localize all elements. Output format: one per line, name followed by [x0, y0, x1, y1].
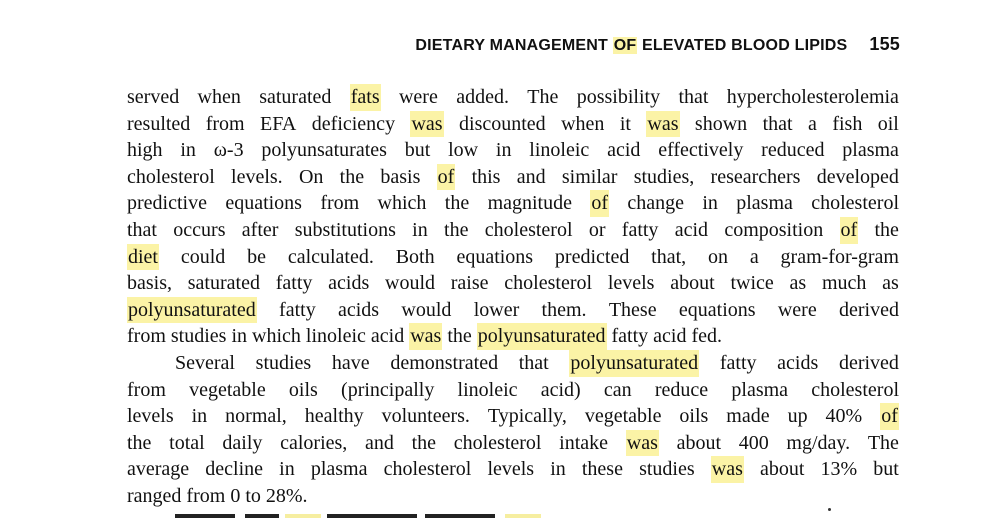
text-line [127, 403, 899, 430]
word: linoleic [457, 378, 518, 401]
text-line [127, 190, 899, 217]
cut-off-text-fragment [245, 514, 279, 518]
word: the [444, 218, 469, 241]
word: in [702, 192, 718, 215]
word: the [447, 325, 472, 348]
word: acids [328, 272, 370, 295]
word: as [882, 272, 899, 295]
word: plasma [736, 192, 793, 215]
word: resulted [127, 112, 191, 135]
word: change [627, 192, 684, 215]
word: that [127, 218, 157, 241]
highlighted-word: of [880, 403, 899, 430]
word: from [320, 192, 360, 215]
highlighted-word: was [409, 323, 442, 350]
word: studies [170, 325, 227, 348]
highlighted-word: diet [127, 244, 159, 271]
word: were [398, 86, 438, 108]
word: developed [816, 165, 899, 188]
word: linoleic [529, 139, 590, 162]
word: could [180, 245, 226, 268]
word: researchers [710, 165, 801, 188]
word: oil [877, 112, 899, 135]
word: served [127, 86, 180, 108]
word: calories, [280, 431, 348, 454]
word: vegetable [189, 378, 266, 401]
word: Typically, [487, 405, 567, 428]
word: 400 [738, 431, 769, 454]
word: acids [777, 351, 819, 374]
word: have [331, 351, 370, 374]
cut-off-text-fragment [175, 514, 235, 518]
word: levels. [231, 165, 283, 188]
word: On [298, 165, 324, 188]
highlighted-word: was [626, 430, 659, 457]
word: acid [370, 325, 405, 348]
highlighted-word: of [840, 217, 859, 244]
word: average [127, 458, 190, 481]
cut-off-text-fragment [327, 514, 417, 518]
text-line [127, 430, 899, 457]
text-line [127, 111, 899, 138]
word: in [495, 139, 512, 162]
word: discounted [459, 112, 546, 135]
word: in [412, 218, 428, 241]
word: or [588, 218, 606, 241]
word: on [707, 245, 728, 268]
word: possibility [576, 86, 661, 108]
word: the [411, 431, 437, 454]
text-line [127, 323, 899, 350]
word: gram-for-gram [780, 245, 899, 268]
word: fatty [719, 351, 757, 374]
word: basis [380, 165, 421, 188]
word: it [619, 112, 631, 135]
text-line [127, 137, 899, 164]
text-line [127, 270, 899, 297]
word: when [197, 86, 241, 108]
word: acid [674, 218, 709, 241]
word: from [127, 378, 166, 401]
word: predictive [127, 192, 207, 215]
word: calculated. [287, 245, 374, 268]
word: added. [456, 86, 509, 108]
word: decline [205, 458, 264, 481]
word: would [401, 298, 452, 321]
word: acid [607, 139, 641, 162]
word: the [444, 192, 470, 215]
word: deficiency [311, 112, 396, 135]
word: healthy [304, 405, 364, 428]
word: cholesterol [453, 431, 542, 454]
word: magnitude [487, 192, 572, 215]
running-head-title-end: ELEVATED BLOOD LIPIDS [637, 37, 848, 54]
word: fatty [279, 298, 316, 321]
word: vegetable [584, 405, 662, 428]
word: EFA [260, 112, 297, 135]
word: that, [651, 245, 687, 268]
word: plasma [310, 458, 368, 481]
word: from [186, 484, 226, 507]
word: fatty [621, 218, 659, 241]
word: ranged [127, 484, 182, 507]
word: these [581, 458, 623, 481]
word: similar [561, 165, 618, 188]
word: mg/day. [786, 431, 851, 454]
word: equations [225, 192, 302, 215]
word: The [527, 86, 559, 108]
word: can [603, 378, 632, 401]
scan-speck [828, 508, 831, 511]
word: cholesterol [504, 272, 593, 295]
word: a [808, 112, 817, 135]
word: 40% [825, 405, 863, 428]
word: and [364, 431, 394, 454]
word: These [608, 298, 657, 321]
page-number: 155 [869, 34, 900, 54]
word: studies, [633, 165, 695, 188]
word: saturated [259, 86, 332, 108]
word: as [789, 272, 807, 295]
word: linoleic [305, 325, 366, 348]
word: which [252, 325, 301, 348]
word: but [873, 458, 899, 481]
word: saturated [187, 272, 260, 295]
word: acids [338, 298, 380, 321]
word: shown [694, 112, 748, 135]
word: but [404, 139, 431, 162]
text-line [127, 377, 899, 404]
word: derived [839, 298, 899, 321]
word: made [726, 405, 770, 428]
highlighted-word: polyunsaturated [569, 350, 699, 377]
word: basis, [127, 272, 172, 295]
text-line [127, 164, 899, 191]
word: and [516, 165, 546, 188]
cut-off-highlight-fragment [505, 514, 541, 518]
word: reduced [761, 139, 825, 162]
word: in [279, 458, 295, 481]
word: oils [679, 405, 709, 428]
text-line [127, 456, 899, 483]
word: the [874, 218, 899, 241]
text-line [127, 84, 899, 111]
word: volunteers. [381, 405, 470, 428]
word: would [385, 272, 435, 295]
word: studies [639, 458, 695, 481]
word: intake [559, 431, 609, 454]
word: cholesterol [811, 378, 899, 401]
word: predicted [554, 245, 630, 268]
word: effectively [658, 139, 744, 162]
word: that [762, 112, 793, 135]
word: fed. [691, 325, 723, 348]
word: total [169, 431, 205, 454]
word: in [180, 139, 196, 162]
text-line [127, 350, 899, 377]
word: cholesterol [484, 218, 573, 241]
word: that [518, 351, 549, 374]
word: hypercholesterolemia [726, 86, 899, 108]
word: demonstrated [390, 351, 499, 374]
word: studies [255, 351, 312, 374]
word: levels [607, 272, 655, 295]
word: high [127, 139, 163, 162]
word: fatty [275, 272, 313, 295]
highlighted-word: was [646, 111, 679, 138]
word: cholesterol [811, 192, 899, 215]
running-head-title [415, 37, 847, 54]
word: a [749, 245, 759, 268]
word: Both [395, 245, 435, 268]
word: cholesterol [383, 458, 472, 481]
running-head-highlight: OF [613, 37, 637, 54]
highlighted-word: polyunsaturated [477, 323, 607, 350]
word: about [670, 272, 715, 295]
word: from [205, 112, 245, 135]
word: in [191, 405, 208, 428]
word: occurs [173, 218, 226, 241]
highlighted-word: of [590, 190, 609, 217]
word: when [561, 112, 605, 135]
word: derived [838, 351, 899, 374]
word: substitutions [294, 218, 396, 241]
word: daily [222, 431, 263, 454]
word: after [241, 218, 279, 241]
word: oils [288, 378, 318, 401]
word: composition [724, 218, 824, 241]
word: low [448, 139, 479, 162]
word: levels [487, 458, 535, 481]
word: that [678, 86, 709, 108]
word: them. [541, 298, 587, 321]
word: in [550, 458, 566, 481]
word: fatty [611, 325, 649, 348]
word: in [231, 325, 248, 348]
word: twice [730, 272, 774, 295]
word: plasma [731, 378, 789, 401]
word: cholesterol [127, 165, 215, 188]
text-line [127, 483, 899, 510]
highlighted-word: was [711, 456, 744, 483]
word: were [777, 298, 817, 321]
word: equations [678, 298, 756, 321]
word: acid [653, 325, 687, 348]
word: about [676, 431, 721, 454]
word: be [247, 245, 266, 268]
running-head-title-start: DIETARY MANAGEMENT [415, 37, 613, 54]
word: 13% [820, 458, 858, 481]
word: 0 [230, 484, 241, 507]
word: much [821, 272, 867, 295]
word: 28%. [265, 484, 308, 507]
word: the [127, 431, 152, 454]
word: plasma [842, 139, 899, 162]
cut-off-text-fragment [425, 514, 495, 518]
word: raise [450, 272, 489, 295]
highlighted-word: was [410, 111, 443, 138]
text-line [127, 297, 899, 324]
word: levels [127, 405, 174, 428]
word: the [339, 165, 365, 188]
word: which [377, 192, 427, 215]
word: this [471, 165, 501, 188]
text-line [127, 217, 899, 244]
word: up [787, 405, 808, 428]
word: to [245, 484, 261, 507]
word: about [759, 458, 805, 481]
word: normal, [225, 405, 287, 428]
word: The [867, 431, 899, 454]
cut-off-highlight-fragment [285, 514, 321, 518]
highlighted-word: of [437, 164, 456, 191]
highlighted-word: polyunsaturated [127, 297, 257, 324]
word: ω-3 [213, 139, 244, 162]
cut-off-next-line [175, 514, 555, 521]
word: acid) [540, 378, 581, 401]
word: (principally [341, 378, 435, 401]
running-head [0, 34, 900, 55]
word: reduce [654, 378, 709, 401]
word: fish [832, 112, 863, 135]
text-line [127, 244, 899, 271]
word: equations [456, 245, 534, 268]
body-text [127, 84, 899, 510]
highlighted-word: fats [350, 84, 381, 111]
word: from [127, 325, 166, 348]
word: lower [473, 298, 520, 321]
word: Several [175, 351, 235, 374]
word: polyunsaturates [261, 139, 387, 162]
